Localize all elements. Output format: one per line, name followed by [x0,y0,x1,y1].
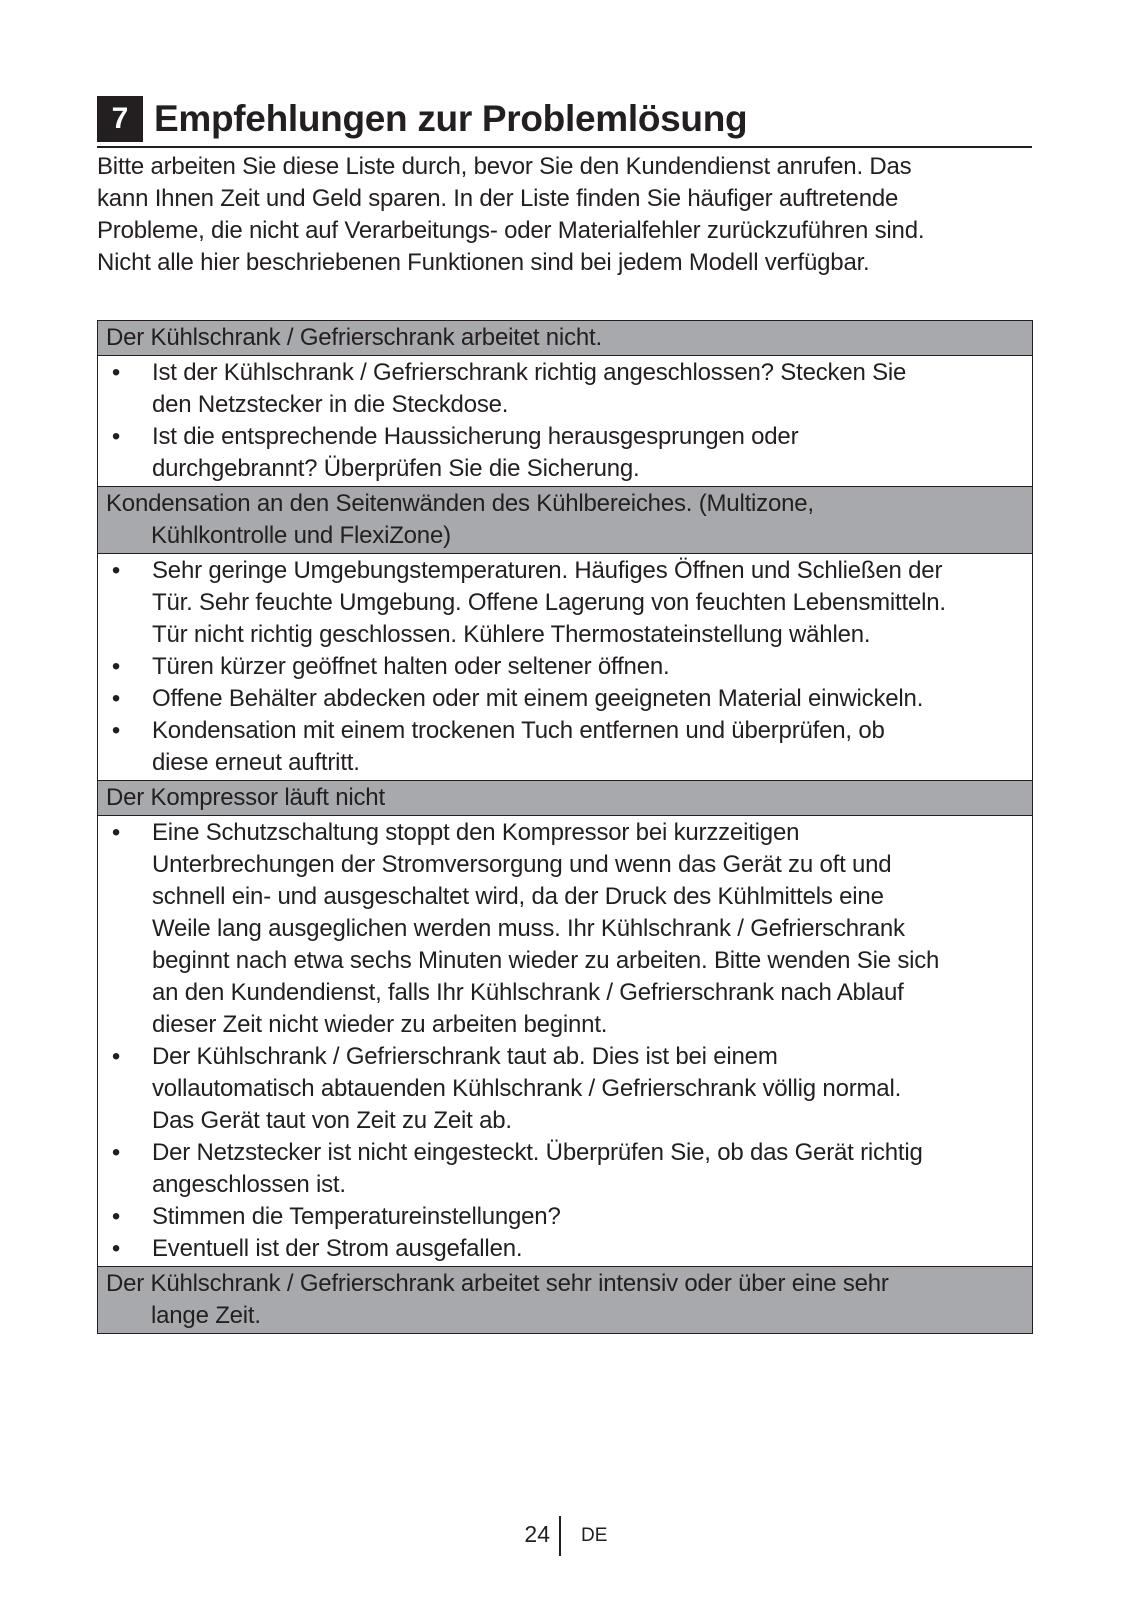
solution-item [98,715,1032,779]
problem-heading-line: Kondensation an den Seitenwänden des Kühlbereiches. (Multizone, [106,490,814,517]
solution-line: Stimmen die Temperatureinstellungen? [152,1203,561,1230]
solution-line: Tür nicht richtig geschlossen. Kühlere Thermostateinstellung wählen. [152,621,871,648]
bullet-icon: • [111,1203,121,1230]
bullet-icon: • [111,717,121,744]
solution-line: an den Kundendienst, falls Ihr Kühlschrank / Gefrierschrank nach Ablauf [152,979,904,1006]
page-number: 24 [524,1521,550,1547]
bullet-icon: • [111,685,121,712]
problem-heading [98,781,1032,816]
footer-divider [559,1516,561,1556]
solution-item [98,357,1032,421]
intro-line: kann Ihnen Zeit und Geld sparen. In der Liste finden Sie häufiger auftretende [97,185,899,212]
bullet-icon: • [111,653,121,680]
solution-item [98,421,1032,485]
intro-line: Nicht alle hier beschriebenen Funktionen sind bei jedem Modell verfügbar. [97,249,870,276]
solution-line: vollautomatisch abtauenden Kühlschrank / Gefrierschrank völlig normal. [152,1075,902,1102]
solution-item [98,1137,1032,1201]
solution-line: Offene Behälter abdecken oder mit einem geeigneten Material einwickeln. [152,685,924,712]
solution-line: angeschlossen ist. [152,1171,346,1198]
chapter-header [97,96,1032,148]
solution-line: Türen kürzer geöffnet halten oder seltener öffnen. [152,653,670,680]
bullet-icon: • [111,1139,121,1166]
intro-paragraph [97,151,1032,279]
bullet-icon: • [111,359,121,386]
solution-item [98,683,1032,715]
problem-heading-line: lange Zeit. [151,1302,261,1329]
solution-list [98,816,1032,1267]
solution-line: durchgebrannt? Überprüfen Sie die Sicherung. [152,455,640,482]
solution-item [98,651,1032,683]
solution-item [98,817,1032,1041]
solution-list [98,554,1032,781]
solution-line: schnell ein- und ausgeschaltet wird, da der Druck des Kühlmittels eine [152,883,884,910]
problem-heading [98,321,1032,356]
solution-line: den Netzstecker in die Steckdose. [152,391,509,418]
bullet-icon: • [111,819,121,846]
solution-line: Unterbrechungen der Stromversorgung und wenn das Gerät zu oft und [152,851,892,878]
solution-line: Ist die entsprechende Haussicherung herausgesprungen oder [152,423,799,450]
solution-line: Eventuell ist der Strom ausgefallen. [152,1235,523,1262]
solution-line: beginnt nach etwa sechs Minuten wieder zu arbeiten. Bitte wenden Sie sich [152,947,940,974]
solution-line: Eine Schutzschaltung stoppt den Kompressor bei kurzzeitigen [152,819,800,846]
problem-heading-line: Der Kompressor läuft nicht [106,784,385,811]
page-footer [0,1516,1128,1556]
solution-line: dieser Zeit nicht wieder zu arbeiten beginnt. [152,1011,608,1038]
solution-line: Das Gerät taut von Zeit zu Zeit ab. [152,1107,512,1134]
solution-line: Tür. Sehr feuchte Umgebung. Offene Lagerung von feuchten Lebensmitteln. [152,589,946,616]
problem-heading [98,1267,1032,1333]
language-code: DE [581,1525,608,1546]
intro-line: Probleme, die nicht auf Verarbeitungs- oder Materialfehler zurückzuführen sind. [97,217,925,244]
intro-line: Bitte arbeiten Sie diese Liste durch, bevor Sie den Kundendienst anrufen. Das [97,153,912,180]
solution-item [98,1041,1032,1137]
problem-heading-line: Der Kühlschrank / Gefrierschrank arbeitet sehr intensiv oder über eine sehr [106,1270,889,1297]
solution-item [98,555,1032,651]
solution-line: Sehr geringe Umgebungstemperaturen. Häufiges Öffnen und Schließen der [152,557,943,584]
solution-item [98,1233,1032,1265]
solution-line: diese erneut auftritt. [152,749,360,776]
problem-heading-line: Kühlkontrolle und FlexiZone) [151,522,451,549]
solution-line: Der Kühlschrank / Gefrierschrank taut ab. Dies ist bei einem [152,1043,778,1070]
solution-item [98,1201,1032,1233]
solution-line: Kondensation mit einem trockenen Tuch entfernen und überprüfen, ob [152,717,885,744]
bullet-icon: • [111,557,121,584]
chapter-title: Empfehlungen zur Problemlösung [154,98,748,139]
troubleshooting-table [97,320,1033,1334]
solution-list [98,356,1032,487]
bullet-icon: • [111,1043,121,1070]
bullet-icon: • [111,1235,121,1262]
solution-line: Der Netzstecker ist nicht eingesteckt. Überprüfen Sie, ob das Gerät richtig [152,1139,923,1166]
solution-line: Ist der Kühlschrank / Gefrierschrank richtig angeschlossen? Stecken Sie [152,359,907,386]
chapter-number-badge: 7 [97,96,143,142]
problem-heading [98,487,1032,554]
bullet-icon: • [111,423,121,450]
solution-line: Weile lang ausgeglichen werden muss. Ihr Kühlschrank / Gefrierschrank [152,915,905,942]
problem-heading-line: Der Kühlschrank / Gefrierschrank arbeitet nicht. [106,324,602,351]
